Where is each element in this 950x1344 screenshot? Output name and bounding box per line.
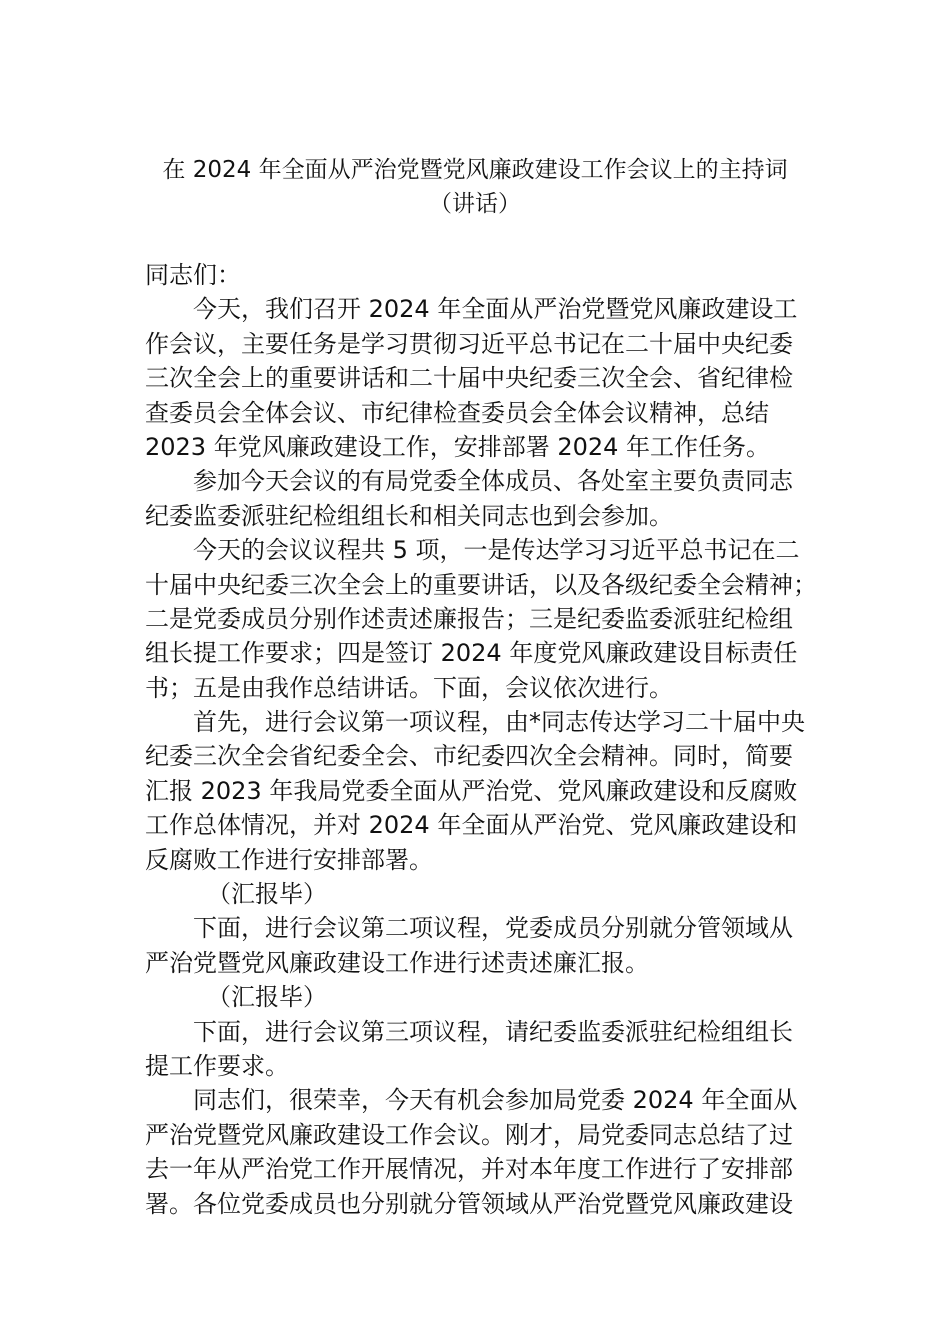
paragraph-line: 查委员会全体会议、市纪律检查委员会全体会议精神，总结: [145, 398, 769, 427]
salutation-line: 同志们：: [145, 261, 241, 289]
paragraph-line: 组长提工作要求；四是签订 2024 年度党风廉政建设目标责任: [145, 639, 798, 668]
paragraph-line: 三次全会上的重要讲话和二十届中央纪委三次全会、省纪律检: [145, 364, 793, 393]
paragraph-line: 纪委监委派驻纪检组组长和相关同志也到会参加。: [145, 501, 673, 530]
paragraph-line: 二是党委成员分别作述责述廉报告；三是纪委监委派驻纪检组: [145, 604, 793, 633]
document-subtitle: （讲话）: [429, 191, 521, 217]
paragraph-line: 同志们，很荣幸，今天有机会参加局党委 2024 年全面从: [193, 1086, 798, 1115]
paragraph-line: 下面，进行会议第二项议程，党委成员分别就分管领域从: [193, 914, 793, 943]
report-done-note: （汇报毕）: [207, 983, 327, 1012]
paragraph-line: 严治党暨党风廉政建设工作会议。刚才，局党委同志总结了过: [145, 1120, 793, 1149]
paragraph-line: 署。各位党委成员也分别就分管领域从严治党暨党风廉政建设: [145, 1189, 793, 1218]
paragraph-line: 今天，我们召开 2024 年全面从严治党暨党风廉政建设工: [193, 295, 798, 324]
paragraph-line: 提工作要求。: [145, 1051, 289, 1080]
paragraph-line: 工作总体情况，并对 2024 年全面从严治党、党风廉政建设和: [145, 811, 798, 840]
document-title: 在 2024 年全面从严治党暨党风廉政建设工作会议上的主持词: [162, 157, 788, 183]
paragraph-line: 纪委三次全会省纪委全会、市纪委四次全会精神。同时，简要: [145, 742, 793, 771]
paragraph-line: 汇报 2023 年我局党委全面从严治党、党风廉政建设和反腐败: [145, 776, 798, 805]
paragraph-line: 参加今天会议的有局党委全体成员、各处室主要负责同志: [193, 467, 793, 496]
paragraph-line: 作会议，主要任务是学习贯彻习近平总书记在二十届中央纪委: [145, 329, 793, 358]
document-body: [145, 258, 817, 1221]
paragraph-line: 书；五是由我作总结讲话。下面，会议依次进行。: [145, 673, 673, 702]
paragraph-line: 严治党暨党风廉政建设工作进行述责述廉汇报。: [145, 948, 649, 977]
paragraph-line: 首先，进行会议第一项议程，由*同志传达学习二十届中央: [193, 708, 805, 737]
paragraph-line: 反腐败工作进行安排部署。: [145, 845, 433, 874]
report-done-note: （汇报毕）: [207, 880, 327, 909]
paragraph-line: 去一年从严治党工作开展情况，并对本年度工作进行了安排部: [145, 1155, 793, 1184]
paragraph-line: 下面，进行会议第三项议程，请纪委监委派驻纪检组组长: [193, 1017, 793, 1046]
paragraph-line: 十届中央纪委三次全会上的重要讲话，以及各级纪委全会精神；: [145, 570, 817, 599]
paragraph-line: 2023 年党风廉政建设工作，安排部署 2024 年工作任务。: [145, 432, 771, 461]
paragraph-line: 今天的会议议程共 5 项，一是传达学习习近平总书记在二: [193, 536, 800, 565]
